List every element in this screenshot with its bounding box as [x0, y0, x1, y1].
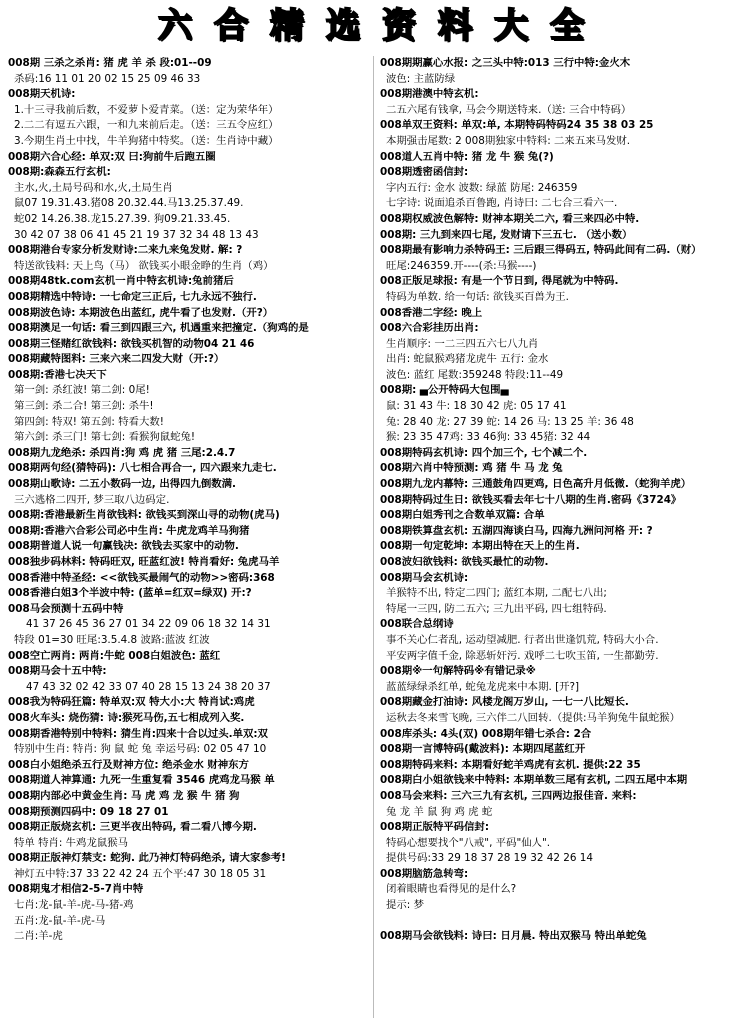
section-text: 生肖顺序: 一二三四五六七八九肖 [386, 337, 539, 350]
section-text: 2.二二有逗五六跟，一和九来前后走。（送：三五令应红） [14, 119, 279, 132]
section-heading: 008期透密函信封: [380, 166, 469, 179]
section-heading: 008期权威波色解特: 财神本期关二六, 看三来四必中特. [380, 212, 640, 225]
section-heading: 008香港白姐3个半波中特: (蓝单=红双=绿双) 开:? [8, 587, 252, 600]
section-heading: 008期两句经(猜特码): 八七相合再合一, 四六跟来九走七. [8, 462, 277, 475]
section-heading: 008期正版特平码信封: [380, 821, 489, 834]
section-text: 特单 特肖: 牛鸡龙鼠猴马 [14, 836, 129, 849]
section-heading: 008期波色诗: 本期波色出蓝红, 虎牛看了也发财.（开?） [8, 306, 274, 319]
section-heading: 008马会来料: 三六三九有玄机, 三四两边报佳音. 来料: [380, 789, 637, 802]
section-heading: 008期六肖中特预测: 鸡 猪 牛 马 龙 兔 [380, 462, 563, 475]
section-text: 特别中生肖: 特肖: 狗 鼠 蛇 兔 幸运号码: 02 05 47 10 [14, 743, 267, 756]
section-text: 三六逃格二四开, 梦三取八边码定. [14, 493, 170, 506]
section-heading: 008期九龙绝杀: 杀四肖:狗 鸡 虎 猪 三尾:2.4.7 [8, 446, 236, 459]
section-heading: 008我为特码狂篇: 特单双:双 特大小:大 特肖试:鸡虎 [8, 696, 255, 709]
title-char: 精 [270, 6, 306, 46]
section-text: 七肖:龙-鼠-羊-虎-马-猪-鸡 [14, 899, 134, 912]
section-heading: 008期:森森五行玄机: [8, 166, 111, 179]
section-heading: 008马会预测十五码中特 [8, 602, 124, 615]
section-text: 第六剑: 杀三门! 第七剑: 看猴狗鼠蛇兔! [14, 431, 196, 444]
section-text [380, 914, 740, 930]
section-heading: 008正版足球报: 有是一个节日到, 得尾就为中特码. [380, 275, 619, 288]
section-text: 3.今期生肖土中找，牛羊狗猪中特奖。（送：生肖诗中藏） [14, 134, 279, 147]
section-heading: 008期九龙内幕特: 三通鼓角四更鸡, 日色高升月低微.（蛇狗羊虎） [380, 478, 692, 491]
section-heading: 008六合彩挂历出肖: [380, 322, 479, 335]
section-heading: 008香港二字经: 晚上 [380, 306, 483, 319]
section-text: 提供号码:33 29 18 37 28 19 32 42 26 14 [386, 852, 594, 865]
section-text: 事不关心仁者乱, 运动望减肥. 行者出世逢饥荒, 特码大小合. [386, 633, 659, 646]
section-heading: 008期特码来料: 本期看好蛇羊鸡虎有玄机. 提供:22 35 [380, 758, 641, 771]
section-text: 47 43 32 02 42 33 07 40 28 15 13 24 38 20 37 [26, 680, 271, 693]
section-heading: 008期精选中特诗: 一七命定三正后, 七九永远不独行. [8, 290, 257, 303]
section-heading: 008期特码玄机诗: 四个加三个, 七个减二个. [380, 446, 588, 459]
section-heading: 008期天机诗: [8, 88, 76, 101]
section-text: 鼠07 19.31.43.猪08 20.32.44.马13.25.37.49. [14, 197, 244, 210]
section-heading: 008期※一句解特码※有错记录※ [380, 665, 536, 678]
left-column [8, 56, 372, 945]
section-heading: 008期白姐秀刊之合数单双篇: 合单 [380, 509, 545, 522]
section-text: 猴: 23 35 47鸡: 33 46狗: 33 45猪: 32 44 [386, 431, 591, 444]
section-heading: 008期马会玄机诗: [380, 571, 469, 584]
section-heading: 008期正版神灯禁支: 蛇狗. 此乃神灯特码绝杀, 请大家参考! [8, 852, 286, 865]
section-heading: 008期普道人说一句赢钱决: 欲钱去买家中的动物. [8, 540, 239, 553]
section-text: 旺尾:246359.开----(杀:马猴----) [386, 259, 537, 272]
section-text: 杀码:16 11 01 20 02 15 25 09 46 33 [14, 72, 201, 85]
section-heading: 008期港台专家分析发财诗:二来九来兔发财. 解: ? [8, 244, 243, 257]
title-char: 资 [382, 6, 418, 46]
section-heading: 008期道人神算通: 九死一生重复看 3546 虎鸡龙马猴 单 [8, 774, 275, 787]
section-heading: 008期六合心经: 单双:双 曰:狗前牛后跑五圈 [8, 150, 216, 163]
section-text: 波色: 蓝红 尾数:359248 特段:11--49 [386, 368, 564, 381]
section-heading: 008波妇欲钱料: 欲钱买最忙的动物. [380, 556, 549, 568]
section-heading: 008期脑筋急转弯: [380, 867, 469, 880]
section-text: 提示: 梦 [386, 899, 424, 912]
section-text: 蛇02 14.26.38.龙15.27.39. 狗09.21.33.45. [14, 212, 231, 225]
section-heading: 008期马会欲钱料: 诗曰: 日月晨. 特出双猴马 特出单蛇兔 [380, 930, 647, 943]
section-text: 闭着眼睛也看得见的是什么? [386, 883, 517, 896]
section-heading: 008期白小姐欲钱来中特料: 本期单数三尾有玄机, 二四五尾中本期 [380, 774, 688, 787]
right-column [380, 56, 740, 945]
section-heading: 008库杀头: 4头(双) 008期年错七杀合: 2合 [380, 727, 592, 740]
section-text: 运秋去冬来雪飞晚, 三六伴二八回转.（提供:马羊狗兔牛鼠蛇猴） [386, 711, 680, 724]
section-text: 兔 龙 羊 鼠 狗 鸡 虎 蛇 [386, 805, 493, 818]
section-heading: 008期港澳中特玄机: [380, 88, 479, 101]
section-text: 特段 01=30 旺尾:3.5.4.8 波路:蓝波 红波 [14, 633, 210, 646]
section-heading: 008白小姐绝杀五行及财神方位: 绝杀金水 财神东方 [8, 758, 249, 771]
section-text: 本期强击尾数: 2 008期独家中特料: 二来五来马发财. [386, 134, 631, 147]
section-heading: 008期 三杀之杀肖: 猪 虎 羊 杀 段:01--09 [8, 57, 212, 69]
title-char: 大 [494, 6, 530, 46]
section-heading: 008期:香港六合彩公司必中生肖: 牛虎龙鸡羊马狗猪 [8, 524, 250, 537]
section-text: 波色: 主蓝防绿 [386, 72, 456, 85]
section-text: 出肖: 蛇鼠猴鸡猪龙虎牛 五行: 金水 [386, 353, 549, 366]
title-char: 全 [550, 6, 586, 46]
section-text: 七字诗: 说面追杀百鲁跑, 肖诗曰: 二七合三看六一. [386, 197, 618, 210]
section-text: 特送欲钱料: 天上鸟（马） 欲钱买小眼金睁的生肖（鸡） [14, 259, 274, 272]
section-heading: 008期:香港最新生肖欲钱料: 欲钱买到深山寻的动物(虎马) [8, 509, 280, 522]
section-heading: 008期藏特图料: 三来六来二四发大财（开:?） [8, 353, 225, 366]
title-char: 合 [214, 6, 250, 46]
section-heading: 008道人五肖中特: 猪 龙 牛 猴 兔(?) [380, 150, 554, 163]
section-heading: 008联合总纲诗 [380, 618, 454, 631]
section-heading: 008期最有影响力杀特码王: 三后跟三得码五, 特码此间有二码.（财） [380, 244, 702, 257]
section-heading: 008期: 三九到来四七尾, 发财请下三五七. （送小数） [380, 228, 633, 241]
section-heading: 008期预测四码中: 09 18 27 01 [8, 805, 169, 818]
section-heading: 008期:香港七决天下 [8, 368, 107, 381]
section-heading: 008期鬼才相信2-5-7肖中特 [8, 883, 144, 896]
section-text: 41 37 26 45 36 27 01 34 22 09 06 18 32 14 31 [26, 618, 271, 631]
section-heading: 008期期赢心水报: 之三头中特:013 三行中特:金火木 [380, 57, 631, 69]
section-heading: 008火车头: 烧伤猜: 诗:猴死马伤,五七相成列入奖. [8, 711, 245, 724]
section-heading: 008期一言博特码(戴波料): 本期四尾蓝红开 [380, 743, 586, 756]
section-heading: 008期内部必中黄金生肖: 马 虎 鸡 龙 猴 牛 猪 狗 [8, 789, 240, 802]
section-heading: 008期马会十五中特: [8, 665, 107, 678]
section-heading: 008期铁算盘玄机: 五湖四海谈白马, 四海九洲问河格 开: ? [380, 524, 653, 537]
section-text: 兔: 28 40 龙: 27 39 蛇: 14 26 马: 13 25 羊: 36 48 [386, 415, 634, 428]
section-text: 二肖:羊-虎 [14, 930, 63, 943]
title-char: 料 [438, 6, 474, 46]
section-heading: 008期香港特别中特料: 猜生肖:四来十合以过头.单双:双 [8, 727, 268, 740]
section-heading: 008期藏金打油诗: 风楼龙阁万岁山, 一七一八比短长. [380, 696, 629, 709]
page-title [0, 4, 744, 48]
section-text: 1.十三寻我前后数，不爱萝卜爱青菜。（送：定为荣华年） [14, 103, 279, 116]
section-text: 五肖:龙-鼠-羊-虎-马 [14, 914, 106, 927]
section-text: 特码心想要找个"八戒", 平码"仙人". [386, 836, 551, 849]
section-text: 二五六尾有钱拿, 马会今期送特来.（送: 三合中特码） [386, 103, 632, 116]
title-char: 选 [326, 6, 362, 46]
section-text: 鼠: 31 43 牛: 18 30 42 虎: 05 17 41 [386, 400, 567, 413]
section-text: 羊猴特不出, 特定二四门; 蓝红本期, 二配七八出; [386, 587, 607, 600]
section-text: 平安两字值千金, 除恶斩奸污. 戏呼二七吹玉笛, 一生都勤劳. [386, 649, 659, 662]
section-heading: 008期特码过生日: 欲钱买看去年七十八期的生肖.密码《3724》 [380, 493, 682, 506]
section-text: 特尾一三四, 防二五六; 三九出平码, 四七组特码. [386, 602, 607, 615]
section-text: 第四剑: 特双! 第五剑: 特看大数! [14, 415, 164, 428]
section-heading: 008期澳足一句话: 看三到四跟三六, 机遇重来把撞定.（狗鸡的是 [8, 322, 309, 335]
section-heading: 008期三怪赌红欲钱料: 欲钱买机智的动物04 21 46 [8, 337, 255, 350]
section-text: 字内五行: 金水 波数: 绿蓝 防尾: 246359 [386, 181, 578, 194]
section-heading: 008单双王资料: 单双:单, 本期特码特码24 35 38 03 25 [380, 119, 654, 132]
section-text: 特码为单数. 给一句话: 欲钱买百兽为王. [386, 290, 569, 303]
section-heading: 008期山歌诗: 二五小数码一边, 出得四九倒数满. [8, 478, 237, 491]
section-heading: 008期一句定乾坤: 本期出特在天上的生肖. [380, 540, 580, 553]
section-heading: 008期正版烧玄机: 三更半夜出特码, 看二看八博今期. [8, 821, 257, 834]
section-heading: 008香港中特圣经: <<欲钱买最闹气的动物>>密码:368 [8, 571, 275, 584]
title-char: 六 [158, 6, 194, 46]
section-text: 第一剑: 杀红波! 第二剑: 0尾! [14, 384, 150, 397]
section-text: 第三剑: 杀二合! 第三剑: 杀牛! [14, 400, 154, 413]
section-text: 蓝蓝绿绿杀红单, 蛇兔龙虎来中本期. [开?] [386, 680, 580, 693]
section-heading: 008期: ▄公开特码大包围▄ [380, 384, 509, 397]
section-heading: 008期48tk.com玄机一肖中特玄机诗:兔前猪后 [8, 275, 234, 288]
section-text: 神灯五中特:37 33 22 42 24 五个平:47 30 18 05 31 [14, 867, 267, 880]
section-heading: 008空亡两肖: 两肖:牛蛇 008白姐波色: 蓝红 [8, 649, 221, 662]
section-heading: 008独步码林料: 特码旺双, 旺蓝红波! 特肖看好: 兔虎马羊 [8, 556, 280, 568]
column-divider [373, 56, 374, 1018]
section-text: 30 42 07 38 06 41 45 21 19 37 32 34 48 13 43 [14, 228, 259, 241]
section-text: 主水,火,土局号码和水,火,土局生肖 [14, 181, 173, 194]
